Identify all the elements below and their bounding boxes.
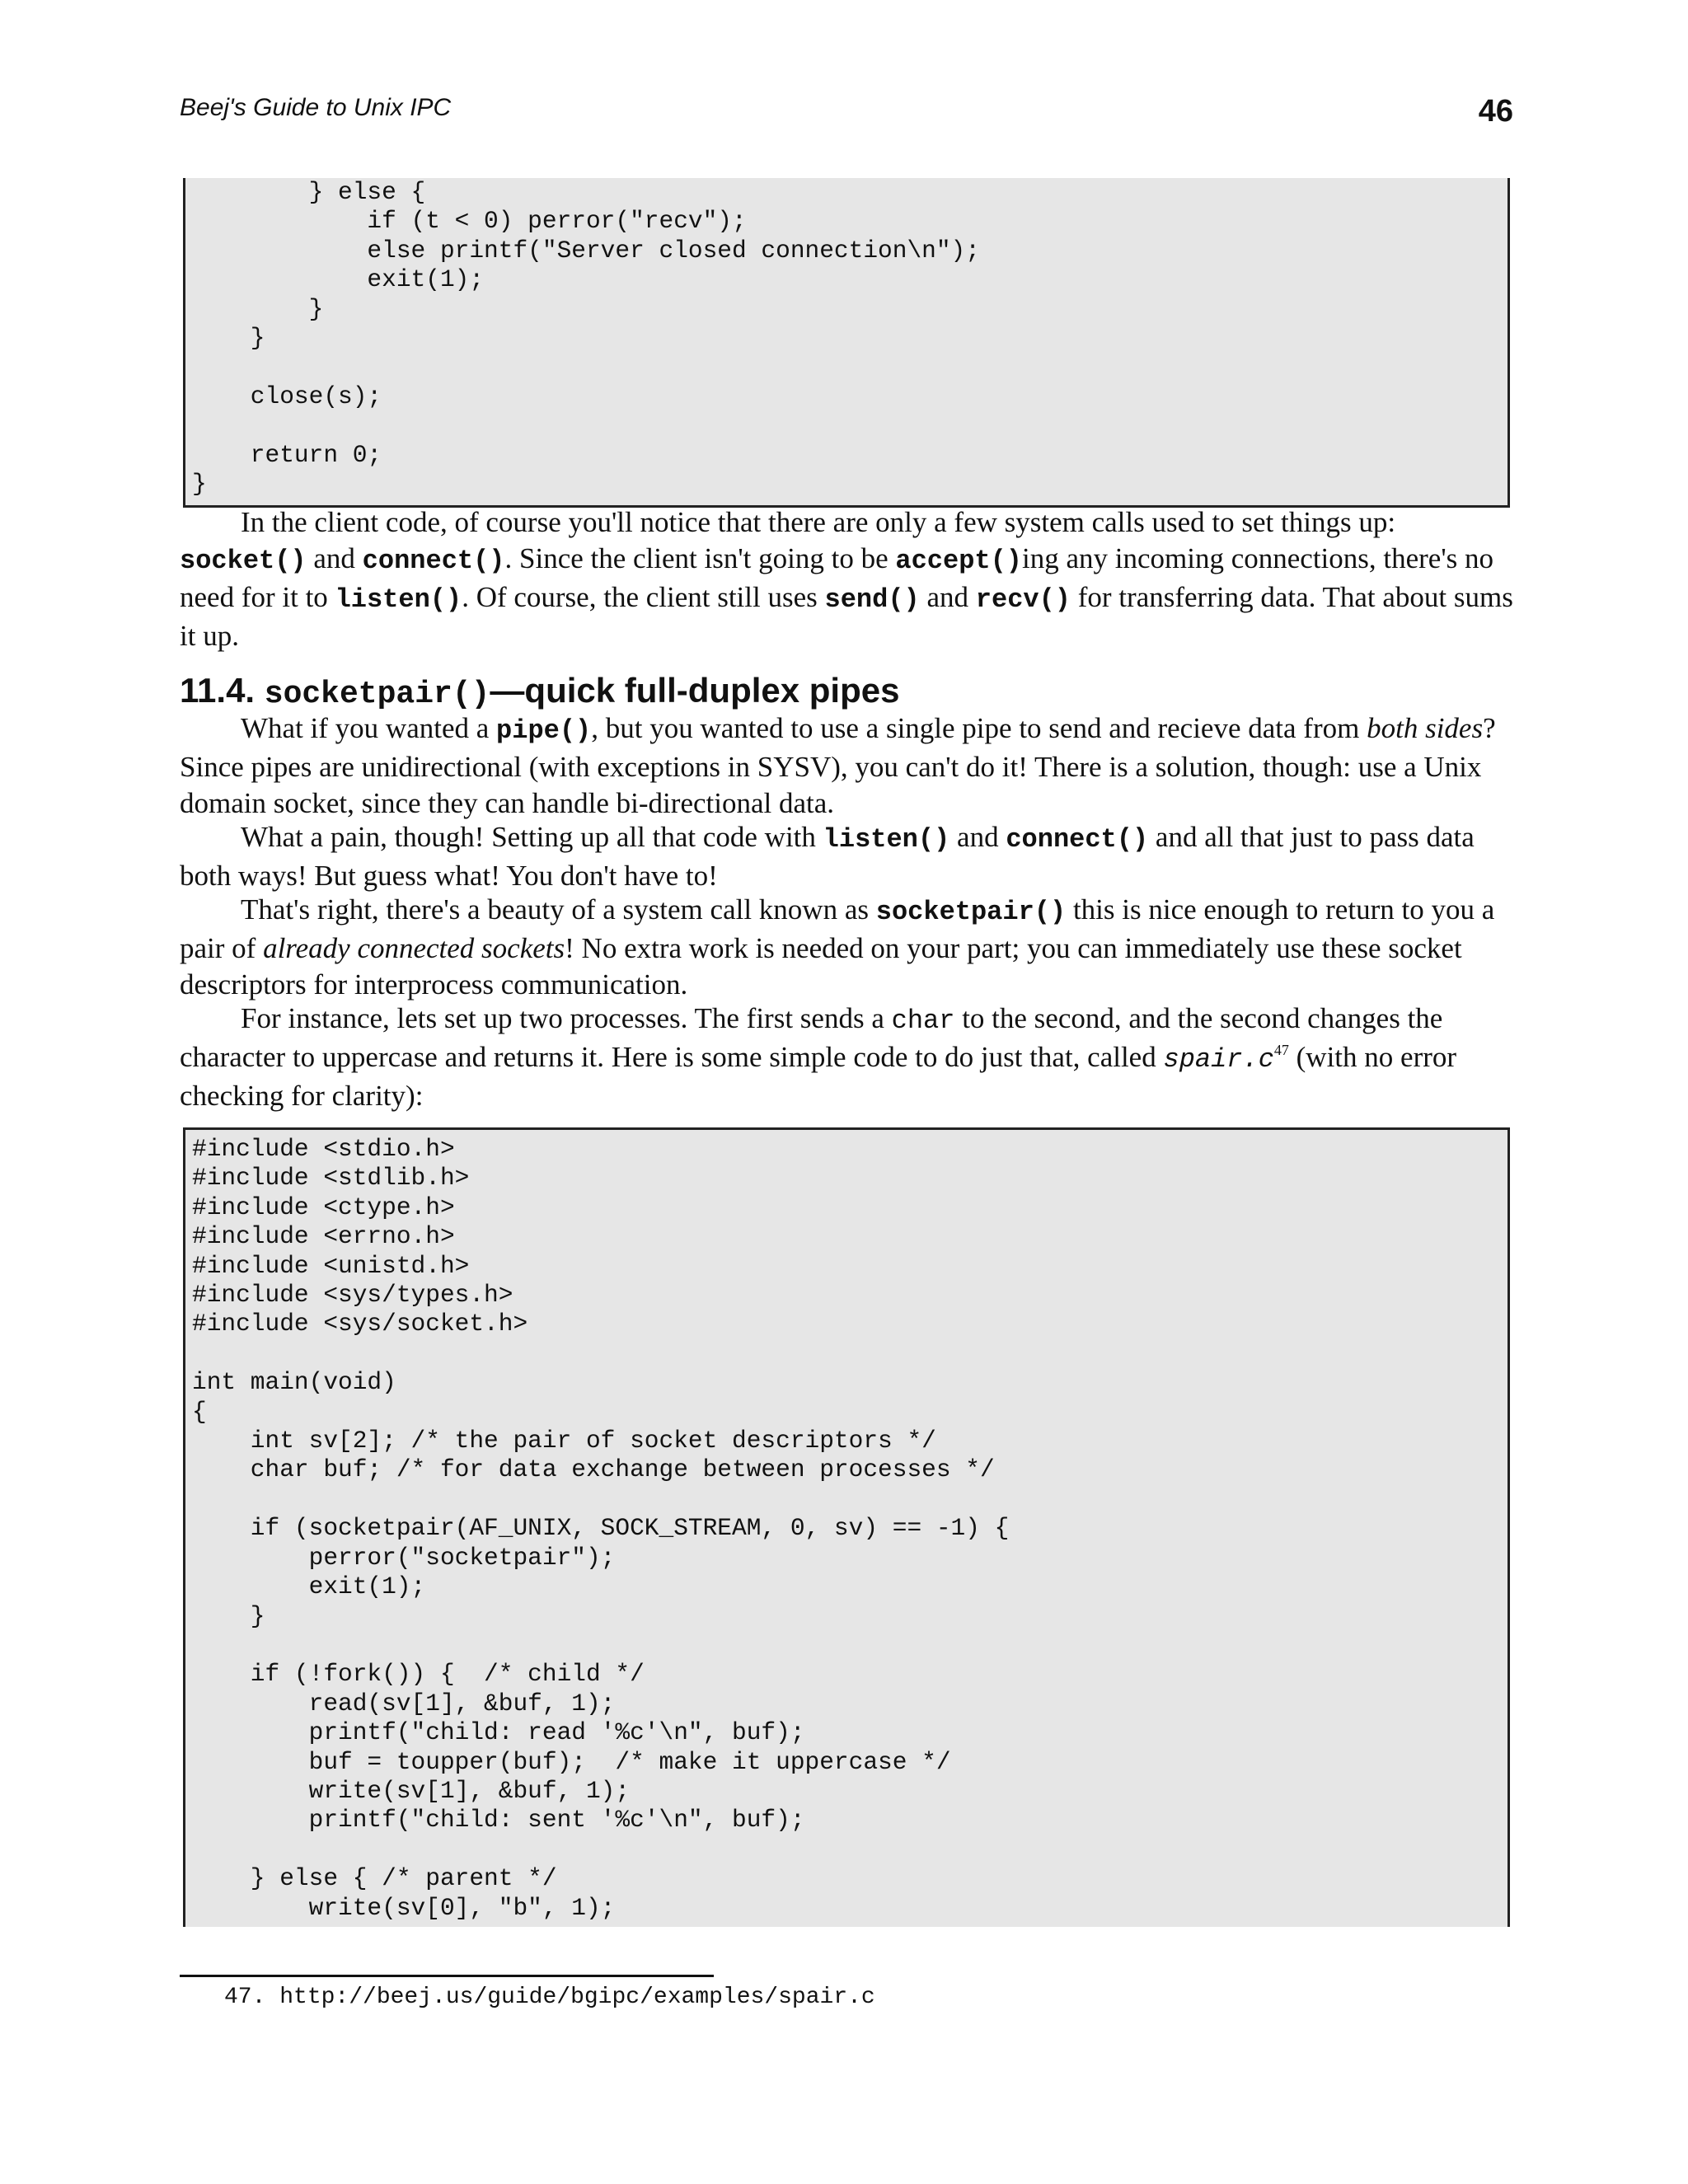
filename-code: spair.c [1163,1044,1274,1075]
text: to the second, and the second changes the character to uppercase and returns it. Here is some simple code to do just that, called [180,1002,1443,1073]
paragraph-example [180,1001,1515,1114]
text: What if you wanted a [241,712,497,744]
inline-code: listen() [335,584,462,615]
code-text: } else { if (t < 0) perror("recv"); else printf("Server closed connection\n"); exit(1); } } close(s); return 0; } [192,178,980,499]
paragraph-pain [180,819,1515,894]
paragraph-socketpair [180,892,1515,1003]
section-heading-code: socketpair() [264,677,490,712]
text: , but you wanted to use a single pipe to send and recieve data from [591,712,1367,744]
text: this is nice enough to return to you a pair of [180,893,1495,964]
text: (with no error checking for clarity): [180,1041,1457,1112]
text: . Of course, the client still uses [462,581,825,613]
text: ing any incoming connections, there's no need for it to [180,542,1494,613]
inline-code: listen() [823,824,950,855]
text: For instance, lets set up two processes. The first sends a [241,1002,892,1034]
inline-code: pipe() [496,715,592,746]
section-heading [180,671,899,712]
text: . Since the client isn't going to be [504,542,896,574]
footnote-ref[interactable]: 47 [1273,1042,1289,1058]
inline-code: connect() [362,546,505,576]
code-listing-spair [183,1127,1510,1927]
text: ? Since pipes are unidirectional (with exceptions in SYSV), you can't do it! There is a solution, though: use a Unix domain socket, since they can handle bi-directional data. [180,712,1496,819]
footnote-url[interactable]: 47. http://beej.us/guide/bgipc/examples/spair.c [224,1985,875,2010]
inline-code: connect() [1006,824,1149,855]
text: and [919,581,976,613]
text: and [950,821,1006,853]
footnote-divider [180,1975,714,1977]
text: and all that just to pass data both ways! But guess what! You don't have to! [180,821,1475,892]
section-heading-title: —quick full-duplex pipes [490,671,900,710]
inline-code: char [891,1005,955,1036]
text: What a pain, though! Setting up all that code with [241,821,823,853]
text: ! No extra work is needed on your part; you can immediately use these socket descriptors for interprocess communication. [180,932,1462,1001]
inline-code: accept() [895,546,1022,576]
section-number: 11.4. [180,671,265,710]
emphasis: both sides [1367,712,1484,744]
text: and [306,542,363,574]
inline-code: socket() [180,546,307,576]
text: That's right, there's a beauty of a system call known as [241,893,876,926]
inline-code: socketpair() [875,897,1067,927]
running-header-title: Beej's Guide to Unix IPC [180,94,452,121]
paragraph-client-summary [180,504,1515,654]
code-listing-continued [183,178,1510,508]
code-text: #include <stdio.h> #include <stdlib.h> #include <ctype.h> #include <errno.h> #include <unistd.h> #include <sys/types.h> #include <sys/socket.h> int main(void) { int sv[2]; /* the pair of socket descriptors */ char buf; /* for data exchange between processes */ if (socketpair(AF_UNIX, SOCK_STREAM, 0, sv) == -1) { perror("socketpair"); exit(1); } if (!fork()) { /* child */ read(sv[1], &buf, 1); printf("child: read '%c'\n", buf); buf = toupper(buf); /* make it uppercase */ write(sv[1], &buf, 1); printf("child: sent '%c'\n", buf); } else { /* parent */ write(sv[0], "b", 1); [192,1135,1010,1922]
inline-code: recv() [975,584,1071,615]
text: In the client code, of course you'll notice that there are only a few system calls used to set things up: [241,506,1396,538]
text: for transferring data. That about sums it up. [180,581,1513,652]
page-number: 46 [1478,94,1513,129]
inline-code: send() [824,584,920,615]
emphasis: already connected sockets [263,932,565,964]
paragraph-pipe-question [180,710,1515,822]
